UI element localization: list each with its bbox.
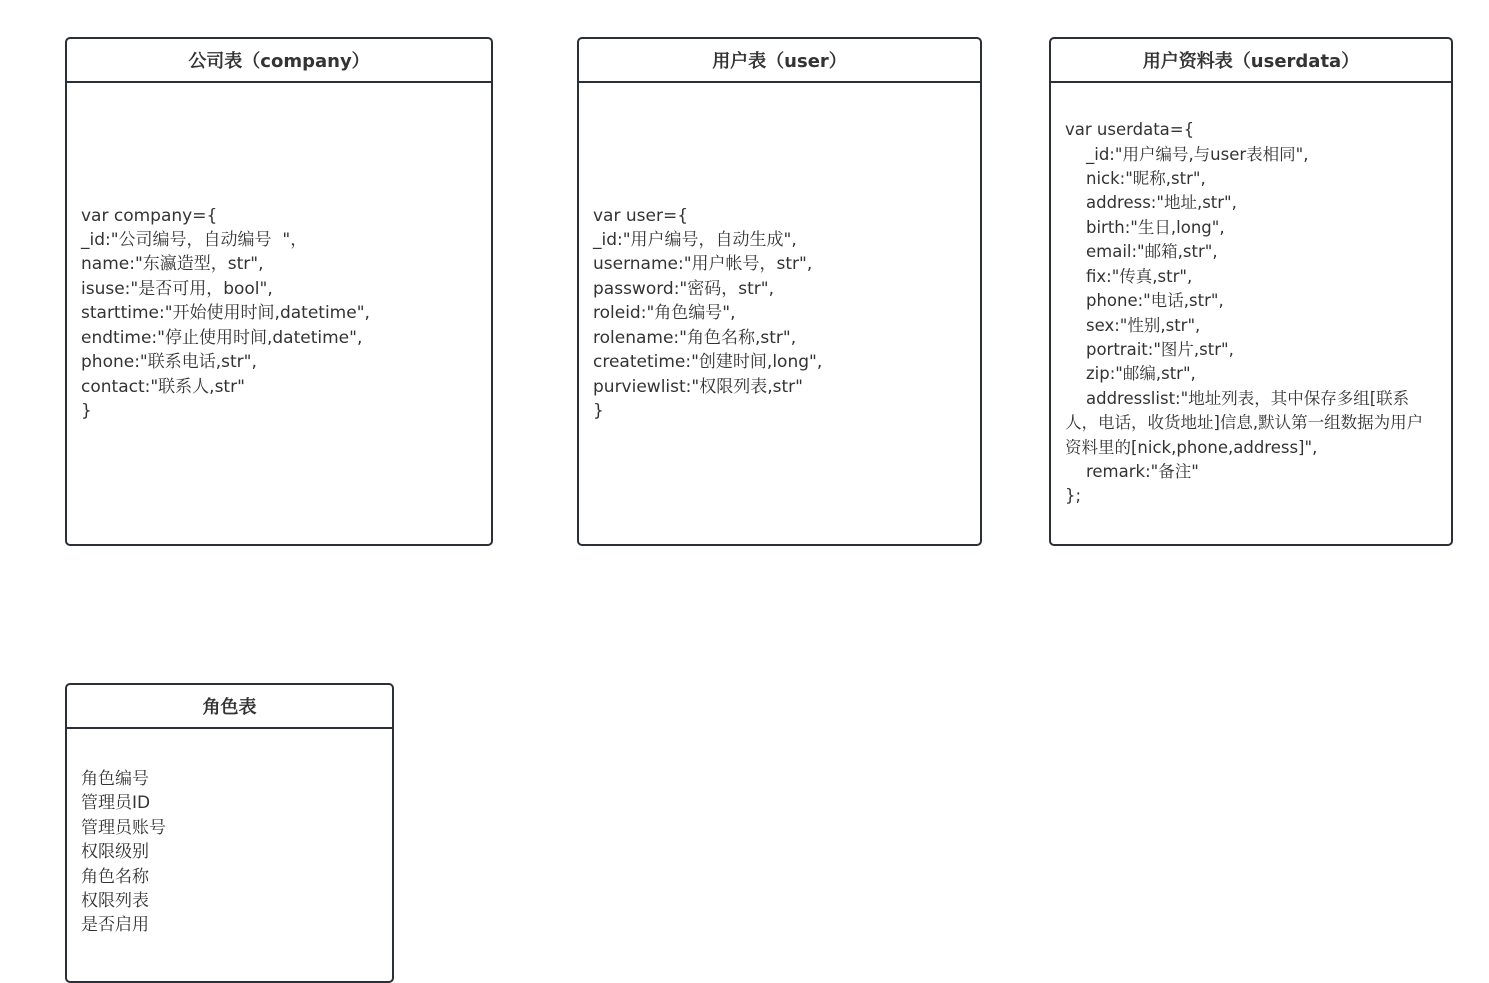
role-table[interactable] xyxy=(65,683,394,983)
company-table-fields: var company={ _id:"公司编号，自动编号 "， name:"东瀛造型，str", isuse:"是否可用，bool", starttime:"开始使用时间,datetime", endtime:"停止使用时间,datetime", phone:"联系电话,str", contact:"联系人,str" } xyxy=(81,205,370,421)
role-table-title: 角色表 xyxy=(67,685,392,729)
company-table[interactable] xyxy=(65,37,493,546)
user-table-title: 用户表（user） xyxy=(579,39,980,83)
userdata-table[interactable] xyxy=(1049,37,1453,546)
userdata-table-body xyxy=(1051,83,1451,544)
userdata-table-fields: var userdata={ _id:"用户编号,与user表相同", nick:"昵称,str", address:"地址,str", birth:"生日,long", email:"邮箱,str", fix:"传真,str", phone:"电话,str", sex:"性别,str", portrait:"图片,str", zip:"邮编,str", addresslist:"地址列表，其中保存多组[联系人，电话，收货地址]信息,默认第一组数据为用户资料里的[nick,phone,address]", remark:"备注" }; xyxy=(1065,120,1424,506)
company-table-title: 公司表（company） xyxy=(67,39,491,83)
user-table-body xyxy=(579,83,980,544)
userdata-table-title: 用户资料表（userdata） xyxy=(1051,39,1451,83)
role-table-fields: 角色编号 管理员ID 管理员账号 权限级别 角色名称 权限列表 是否启用 xyxy=(81,769,166,936)
user-table[interactable] xyxy=(577,37,982,546)
role-table-body xyxy=(67,729,392,981)
company-table-body xyxy=(67,83,491,544)
user-table-fields: var user={ _id:"用户编号，自动生成", username:"用户帐号，str", password:"密码，str", roleid:"角色编号", rolename:"角色名称,str", createtime:"创建时间,long", purviewlist:"权限列表,str" } xyxy=(593,205,823,421)
